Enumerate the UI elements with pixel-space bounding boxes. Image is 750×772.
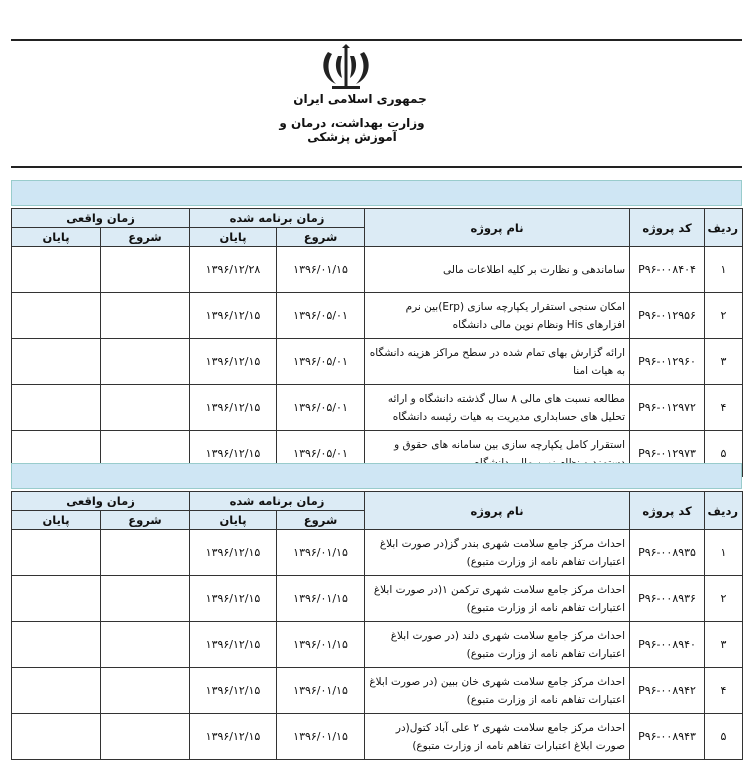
project-name: مطالعه نسبت های مالی ۸ سال گذشته دانشگاه و ارائه تحلیل های حسابداری مدیریت به هیات رئیسه دانشگاه (365, 385, 630, 431)
planned-end: ۱۳۹۶/۱۲/۱۵ (190, 530, 277, 576)
table-row (12, 385, 743, 431)
project-name: امکان سنجی استقرار یکپارچه سازی (Erp)بین نرم افزارهای His ونظام نوین مالی دانشگاه (365, 293, 630, 339)
header-project-code: کد پروژه (630, 209, 705, 247)
planned-end: ۱۳۹۶/۱۲/۱۵ (190, 668, 277, 714)
project-code: P۹۶-۰۰۸۹۴۰ (630, 622, 705, 668)
section-band (11, 463, 742, 489)
header-planned-time: زمان برنامه شده (190, 209, 365, 228)
actual-end (12, 622, 101, 668)
header-project-code: کد پروژه (630, 492, 705, 530)
header-actual-start: شروع (101, 511, 190, 530)
planned-start: ۱۳۹۶/۰۵/۰۱ (277, 385, 365, 431)
actual-end (12, 576, 101, 622)
actual-start (101, 385, 190, 431)
project-code: P۹۶-۰۱۲۹۶۰ (630, 339, 705, 385)
actual-start (101, 293, 190, 339)
project-name: احداث مرکز جامع سلامت شهری بندر گز(در صورت ابلاغ اعتبارات تفاهم نامه از وزارت متبوع) (365, 530, 630, 576)
planned-end: ۱۳۹۶/۱۲/۱۵ (190, 576, 277, 622)
row-number: ۱ (705, 530, 743, 576)
row-number: ۵ (705, 714, 743, 760)
row-number: ۴ (705, 668, 743, 714)
header-planned-start: شروع (277, 511, 365, 530)
table-row (12, 668, 743, 714)
header-actual-end: پایان (12, 511, 101, 530)
header-planned-end: پایان (190, 511, 277, 530)
planned-end: ۱۳۹۶/۱۲/۱۵ (190, 622, 277, 668)
actual-start (101, 339, 190, 385)
row-number: ۱ (705, 247, 743, 293)
header-bottom-rule (11, 166, 742, 168)
planned-start: ۱۳۹۶/۰۱/۱۵ (277, 576, 365, 622)
planned-start: ۱۳۹۶/۰۱/۱۵ (277, 622, 365, 668)
planned-end: ۱۳۹۶/۱۲/۱۵ (190, 293, 277, 339)
header-planned-end: پایان (190, 228, 277, 247)
top-rule (11, 39, 742, 41)
header-row-no: ردیف (705, 209, 743, 247)
table-row (12, 530, 743, 576)
project-code: P۹۶-۰۱۲۹۵۶ (630, 293, 705, 339)
project-name: ساماندهی و نظارت بر کلیه اطلاعات مالی (365, 247, 630, 293)
section-band (11, 180, 742, 206)
project-name: احداث مرکز جامع سلامت شهری ۲ علی آباد کتول(در صورت ابلاغ اعتبارات تفاهم نامه از وزارت متبوع) (365, 714, 630, 760)
planned-start: ۱۳۹۶/۰۱/۱۵ (277, 530, 365, 576)
header-planned-start: شروع (277, 228, 365, 247)
header-actual-time: زمان واقعی (12, 209, 190, 228)
project-code: P۹۶-۰۰۸۴۰۴ (630, 247, 705, 293)
planned-end: ۱۳۹۶/۱۲/۱۵ (190, 431, 277, 477)
header-planned-time: زمان برنامه شده (190, 492, 365, 511)
project-name: احداث مرکز جامع سلامت شهری خان ببین (در صورت ابلاغ اعتبارات تفاهم نامه از وزارت متبوع) (365, 668, 630, 714)
project-name: استقرار کامل یکپارچه سازی بین سامانه های حقوق و (365, 431, 630, 477)
header-line-1: جمهوری اسلامی ایران (293, 92, 427, 106)
project-code: P۹۶-۰۰۸۹۳۵ (630, 530, 705, 576)
planned-end: ۱۳۹۶/۱۲/۱۵ (190, 385, 277, 431)
projects-table-2 (11, 491, 743, 760)
planned-start: ۱۳۹۶/۰۱/۱۵ (277, 714, 365, 760)
actual-start (101, 622, 190, 668)
project-code: P۹۶-۰۰۸۹۴۳ (630, 714, 705, 760)
header-project-name: نام پروژه (365, 492, 630, 530)
planned-start: ۱۳۹۶/۰۵/۰۱ (277, 339, 365, 385)
table-row (12, 293, 743, 339)
planned-end: ۱۳۹۶/۱۲/۲۸ (190, 247, 277, 293)
header-line-2: وزارت بهداشت، درمان و آموزش پزشکی (279, 116, 425, 144)
row-number: ۵ (705, 431, 743, 477)
projects-table-1 (11, 208, 743, 477)
row-number: ۲ (705, 576, 743, 622)
planned-end: ۱۳۹۶/۱۲/۱۵ (190, 714, 277, 760)
actual-end (12, 714, 101, 760)
actual-start (101, 247, 190, 293)
header-actual-end: پایان (12, 228, 101, 247)
project-name: احداث مرکز جامع سلامت شهری دلند (در صورت ابلاغ اعتبارات تفاهم نامه از وزارت متبوع) (365, 622, 630, 668)
planned-start: ۱۳۹۶/۰۱/۱۵ (277, 668, 365, 714)
row-number: ۲ (705, 293, 743, 339)
actual-start (101, 714, 190, 760)
project-code: P۹۶-۰۱۲۹۷۳ (630, 431, 705, 477)
actual-end (12, 247, 101, 293)
header-actual-start: شروع (101, 228, 190, 247)
planned-end: ۱۳۹۶/۱۲/۱۵ (190, 339, 277, 385)
table-row (12, 247, 743, 293)
table-row (12, 714, 743, 760)
project-code: P۹۶-۰۱۲۹۷۲ (630, 385, 705, 431)
header-row-no: ردیف (705, 492, 743, 530)
row-number: ۳ (705, 339, 743, 385)
header-project-name: نام پروژه (365, 209, 630, 247)
project-code: P۹۶-۰۰۸۹۳۶ (630, 576, 705, 622)
header-actual-time: زمان واقعی (12, 492, 190, 511)
project-code: P۹۶-۰۰۸۹۴۲ (630, 668, 705, 714)
table-row (12, 622, 743, 668)
iran-emblem-icon (318, 44, 374, 92)
actual-start (101, 530, 190, 576)
actual-end (12, 385, 101, 431)
project-name: ارائه گزارش بهای تمام شده در سطح مراکز هزینه دانشگاه به هیات امنا (365, 339, 630, 385)
actual-end (12, 668, 101, 714)
actual-end (12, 293, 101, 339)
actual-end (12, 530, 101, 576)
planned-start: ۱۳۹۶/۰۵/۰۱ (277, 293, 365, 339)
actual-start (101, 576, 190, 622)
project-name: احداث مرکز جامع سلامت شهری ترکمن ۱(در صورت ابلاغ اعتبارات تفاهم نامه از وزارت متبوع) (365, 576, 630, 622)
row-number: ۳ (705, 622, 743, 668)
table-row (12, 339, 743, 385)
actual-end (12, 339, 101, 385)
row-number: ۴ (705, 385, 743, 431)
actual-start (101, 668, 190, 714)
table-row (12, 576, 743, 622)
planned-start: ۱۳۹۶/۰۱/۱۵ (277, 247, 365, 293)
planned-start: ۱۳۹۶/۰۵/۰۱ (277, 431, 365, 477)
